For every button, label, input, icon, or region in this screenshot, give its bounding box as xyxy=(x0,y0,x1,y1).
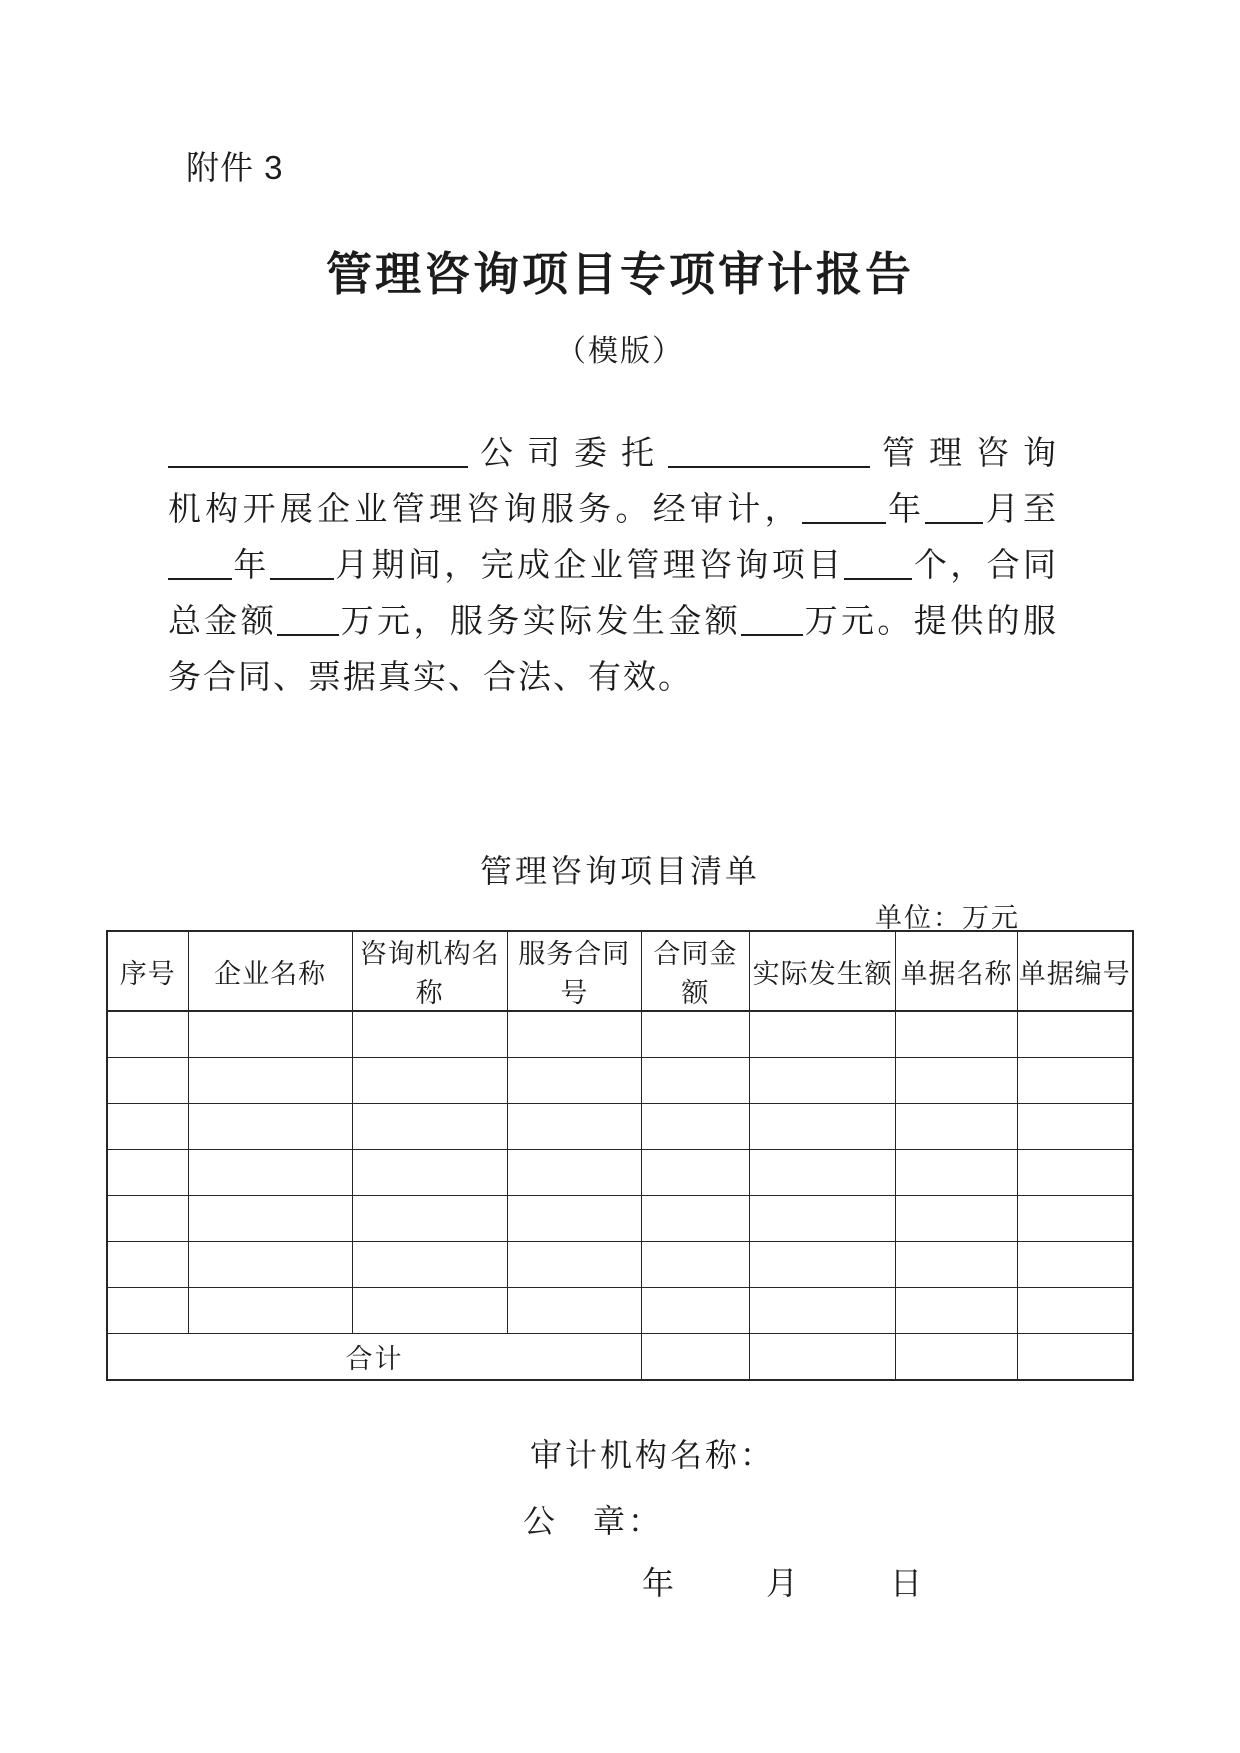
table-cell-empty xyxy=(1017,1242,1133,1288)
table-cell-empty xyxy=(642,1196,750,1242)
table-cell-empty xyxy=(352,1104,507,1150)
column-header-7: 单据名称 xyxy=(896,931,1017,1011)
fill-in-blank xyxy=(925,492,983,524)
fill-in-blank xyxy=(168,548,232,580)
list-section-title: 管理咨询项目清单 xyxy=(479,853,760,889)
paragraph-text: 公司委托 xyxy=(468,436,668,472)
table-cell-empty xyxy=(749,1196,896,1242)
table-cell-empty xyxy=(188,1196,352,1242)
table-cell-empty xyxy=(642,1242,750,1288)
fill-in-blank xyxy=(741,604,803,636)
table-cell-empty xyxy=(188,1058,352,1104)
table-cell-empty xyxy=(1017,1288,1133,1334)
table-cell-empty xyxy=(352,1058,507,1104)
date-line xyxy=(642,1558,922,1604)
table-cell-empty xyxy=(749,1242,896,1288)
table-row xyxy=(107,1058,1133,1104)
paragraph-line-1 xyxy=(168,426,1058,482)
table-cell-empty xyxy=(352,1242,507,1288)
table-cell-empty xyxy=(507,1104,641,1150)
table-cell-empty xyxy=(107,1242,188,1288)
column-header-1: 序号 xyxy=(107,931,188,1011)
table-cell-empty xyxy=(642,1104,750,1150)
table-cell-empty xyxy=(352,1288,507,1334)
paragraph-text: 万元。提供的服 xyxy=(803,604,1058,640)
paragraph-line-2 xyxy=(168,482,1058,538)
table-cell-empty xyxy=(896,1058,1017,1104)
table-cell-empty xyxy=(188,1104,352,1150)
table-cell-empty xyxy=(107,1011,188,1058)
table-body xyxy=(107,1011,1133,1380)
table-cell-empty xyxy=(642,1288,750,1334)
table-cell-empty xyxy=(896,1150,1017,1196)
table-cell-empty xyxy=(507,1288,641,1334)
table-cell-empty xyxy=(107,1150,188,1196)
table-cell-empty xyxy=(507,1196,641,1242)
table-cell-empty xyxy=(749,1150,896,1196)
column-header-4: 服务合同号 xyxy=(507,931,641,1011)
paragraph-line-4 xyxy=(168,594,1058,650)
table-cell-empty xyxy=(642,1011,750,1058)
table-cell-empty xyxy=(507,1011,641,1058)
total-cell-empty xyxy=(749,1334,896,1381)
date-part-1: 年 xyxy=(642,1565,675,1601)
page-title: 管理咨询项目专项审计报告 xyxy=(326,248,914,300)
table-cell-empty xyxy=(642,1058,750,1104)
table-row xyxy=(107,1288,1133,1334)
table-cell-empty xyxy=(352,1150,507,1196)
table-row xyxy=(107,1196,1133,1242)
table-cell-empty xyxy=(107,1288,188,1334)
fill-in-blank xyxy=(844,548,912,580)
table-cell-empty xyxy=(642,1150,750,1196)
paragraph-text: 月期间，完成企业管理咨询项目 xyxy=(333,548,845,584)
table-row xyxy=(107,1104,1133,1150)
table-cell-empty xyxy=(749,1011,896,1058)
total-label: 合计 xyxy=(107,1334,642,1381)
table-cell-empty xyxy=(188,1242,352,1288)
fill-in-blank xyxy=(168,436,468,468)
total-cell-empty xyxy=(896,1334,1017,1381)
paragraph-text: 机构开展企业管理咨询服务。经审计， xyxy=(168,492,802,528)
project-list-table xyxy=(106,930,1134,1381)
table-cell-empty xyxy=(1017,1196,1133,1242)
table-cell-empty xyxy=(896,1288,1017,1334)
paragraph-text: 总金额 xyxy=(168,604,278,640)
table-cell-empty xyxy=(896,1104,1017,1150)
paragraph-text: 万元，服务实际发生金额 xyxy=(339,604,742,640)
page-subtitle: （模版） xyxy=(556,335,684,368)
column-header-6: 实际发生额 xyxy=(749,931,896,1011)
table-cell-empty xyxy=(896,1242,1017,1288)
table-cell-empty xyxy=(507,1150,641,1196)
table-cell-empty xyxy=(188,1150,352,1196)
table-header xyxy=(107,931,1133,1011)
total-cell-empty xyxy=(642,1334,750,1381)
fill-in-blank xyxy=(277,604,339,636)
paragraph-line-3 xyxy=(168,538,1058,594)
table-cell-empty xyxy=(896,1011,1017,1058)
paragraph-text: 管理咨询 xyxy=(870,436,1058,472)
fill-in-blank xyxy=(802,492,886,524)
table-cell-empty xyxy=(107,1196,188,1242)
date-part-3: 日 xyxy=(890,1565,923,1601)
fill-in-blank xyxy=(668,436,870,468)
paragraph-text: 务合同、票据真实、合法、有效。 xyxy=(168,660,693,696)
date-part-2: 月 xyxy=(766,1565,799,1601)
table-row xyxy=(107,1150,1133,1196)
official-seal-label: 公 章： xyxy=(523,1503,664,1539)
body-paragraph xyxy=(168,426,1058,706)
table-cell-empty xyxy=(1017,1150,1133,1196)
paragraph-line-5 xyxy=(168,650,1058,706)
table-cell-empty xyxy=(749,1058,896,1104)
fill-in-blank xyxy=(270,548,334,580)
total-row xyxy=(107,1334,1133,1381)
column-header-8: 单据编号 xyxy=(1017,931,1133,1011)
paragraph-text: 年 xyxy=(232,548,270,584)
table-cell-empty xyxy=(107,1104,188,1150)
paragraph-text: 月至 xyxy=(983,492,1058,528)
unit-note: 单位：万元 xyxy=(875,903,1020,933)
table-cell-empty xyxy=(896,1196,1017,1242)
table-cell-empty xyxy=(1017,1104,1133,1150)
column-header-3: 咨询机构名称 xyxy=(352,931,507,1011)
table-cell-empty xyxy=(107,1058,188,1104)
paragraph-text: 年 xyxy=(885,492,926,528)
table-row xyxy=(107,1242,1133,1288)
table-cell-empty xyxy=(352,1196,507,1242)
table-cell-empty xyxy=(507,1058,641,1104)
paragraph-text: 个，合同 xyxy=(912,548,1058,584)
table-cell-empty xyxy=(188,1011,352,1058)
table-cell-empty xyxy=(1017,1011,1133,1058)
table-cell-empty xyxy=(507,1242,641,1288)
table-cell-empty xyxy=(749,1288,896,1334)
column-header-2: 企业名称 xyxy=(188,931,352,1011)
auditor-name-label: 审计机构名称： xyxy=(530,1437,776,1473)
attachment-label: 附件 3 xyxy=(186,149,284,186)
table-row xyxy=(107,1011,1133,1058)
table-cell-empty xyxy=(188,1288,352,1334)
table-cell-empty xyxy=(749,1104,896,1150)
column-header-5: 合同金额 xyxy=(642,931,750,1011)
table-cell-empty xyxy=(1017,1058,1133,1104)
table-header-row xyxy=(107,931,1133,1011)
total-cell-empty xyxy=(1017,1334,1133,1381)
table-cell-empty xyxy=(352,1011,507,1058)
